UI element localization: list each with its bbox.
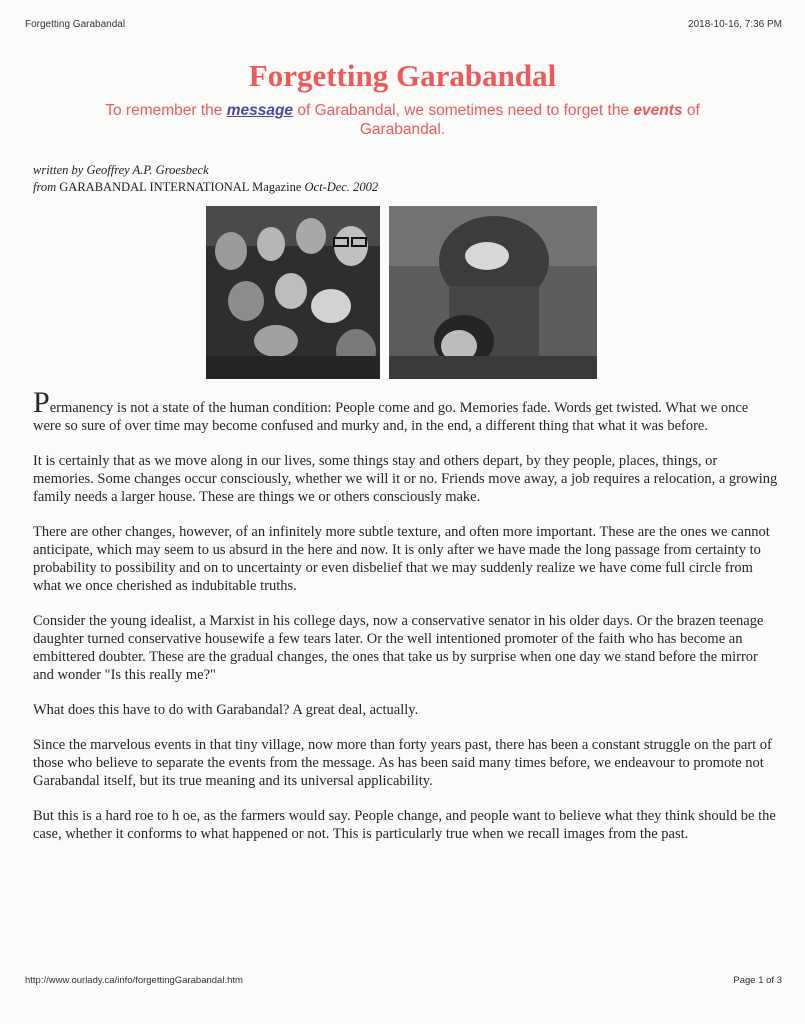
article-paragraph: Since the marvelous events in that tiny village, now more than forty years past, there has been a constant struggle on the part of those who believe to separate the events from the message. As has been said many times before, we endeavour to promote not Garabandal itself, but its true meaning and its universal applicability.: [33, 737, 772, 789]
drop-cap: P: [33, 386, 50, 419]
message-link[interactable]: message: [226, 102, 294, 119]
article-paragraph: It is certainly that as we move along in our lives, some things stay and others depart, by they people, places, things, or memories. Some changes occur consciously, whether we will it or no. Friends move away, a job requires a relocation, a growing family needs a larger house. These are things we or others consciously make.: [33, 453, 778, 505]
subtitle-text-3: of Garabandal.: [359, 102, 700, 138]
article-paragraph: Consider the young idealist, a Marxist in his college days, now a conservative senator in his older days. Or the brazen teenage daughter turned conservative housewife a few tears later. Or the well intentioned promoter of the faith who has become an embittered doubter. These are the gradual changes, the ones that take us by surprise when one day we stand before the mirror and wonder "Is this really me?": [33, 613, 764, 683]
crowd-photo: [206, 206, 380, 379]
article-paragraph: But this is a hard roe to h oe, as the farmers would say. People change, and people want to believe what they think should be the case, whether it conforms to what happened or not. This is particularly true when we recall images from the past.: [33, 808, 776, 842]
print-footer-page-number: Page 1 of 3: [733, 975, 782, 986]
print-header-title: Forgetting Garabandal: [25, 19, 126, 30]
subtitle-events-emphasis: events: [633, 102, 683, 119]
article-paragraph: Permanency is not a state of the human condition: People come and go. Memories fade. Words get twisted. What we once were so sure of over time may become confused and murky and, in the end, a different thing that what it was before.: [33, 386, 749, 434]
author-line: written by Geoffrey A.P. Groesbeck: [33, 163, 209, 177]
subtitle-text-1: To remember the: [105, 102, 227, 119]
article-body: [33, 386, 778, 860]
girl-photo: [389, 206, 597, 379]
article-paragraph: What does this have to do with Garabandal? A great deal, actually.: [33, 702, 419, 718]
print-header-datetime: 2018-10-16, 7:36 PM: [688, 19, 782, 30]
page-title: Forgetting Garabandal: [248, 58, 557, 93]
source-line: from GARABANDAL INTERNATIONAL Magazine Oct-Dec. 2002: [33, 180, 379, 194]
byline: [33, 162, 378, 196]
print-footer-url: http://www.ourlady.ca/info/forgettingGarabandal.htm: [25, 975, 243, 986]
article-paragraph: There are other changes, however, of an infinitely more subtle texture, and often more important. These are the ones we cannot anticipate, which may seem to us absurd in the here and now. It is only after we have made the long passage from certainty to probability to possibility and on to uncertainty or even disbelief that we may suddenly realize we have come full circle from what we once cherished as indubitable truths.: [33, 524, 770, 594]
subtitle-text-2: of Garabandal, we sometimes need to forget the: [293, 102, 634, 119]
page-subtitle: [70, 101, 735, 139]
